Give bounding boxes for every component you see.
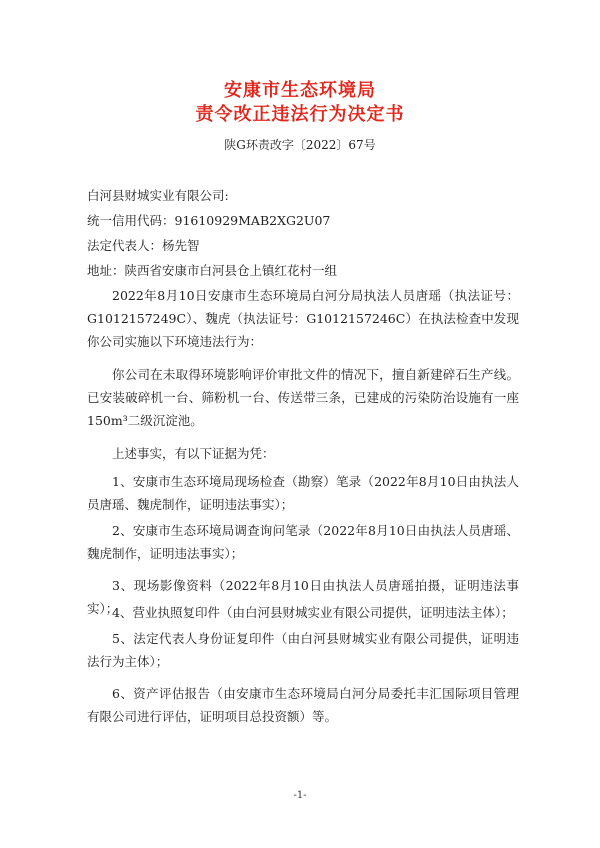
recipient-address: 地址：陕西省安康市白河县仓上镇红花村一组 [87,263,338,278]
violation-facts-paragraph: 你公司在未取得环境影响评价审批文件的情况下，擅自新建碎石生产线。已安装破碎机一台、筛粉机一台、传送带三条，已建成的污染防治设施有一座150m³二级沉淀池。 [87,367,519,428]
legal-representative: 法定代表人：杨先智 [87,238,200,253]
credit-code: 统一信用代码：91610929MAB2XG2U07 [87,213,331,228]
document-title-line2: 责令改正违法行为决定书 [195,104,405,125]
recipient-company: 白河县财城实业有限公司: [87,188,229,203]
evidence-item-4: 4、营业执照复印件（由白河县财城实业有限公司提供，证明违法主体）； [112,605,514,620]
evidence-item-3: 3、现场影像资料（2022年8月10日由执法人员唐瑶拍摄，证明违法事实）； [87,578,519,616]
evidence-intro-paragraph: 上述事实，有以下证据为凭： [112,446,275,461]
violation-intro-paragraph: 2022年8月10日安康市生态环境局白河分局执法人员唐瑶（执法证号：G1012157249C）、魏虎（执法证号：G1012157246C）在执法检查中发现你公司实施以下环境违法行为： [87,288,519,349]
page-number: -1- [293,790,307,801]
evidence-item-5: 5、法定代表人身份证复印件（由白河县财城实业有限公司提供，证明违法行为主体）； [87,631,519,669]
document-number: 陕G环责改字〔2022〕67号 [224,138,376,152]
document-title-line1: 安康市生态环境局 [224,80,376,101]
evidence-item-6: 6、资产评估报告（由安康市生态环境局白河分局委托丰汇国际项目管理有限公司进行评估，证明项目总投资额）等。 [87,686,519,724]
evidence-item-2: 2、安康市生态环境局调查询问笔录（2022年8月10日由执法人员唐瑶、魏虎制作，证明违法事实）； [87,523,519,561]
evidence-item-1: 1、安康市生态环境局现场检查（勘察）笔录（2022年8月10日由执法人员唐瑶、魏虎制作，证明违法事实）； [87,474,519,512]
